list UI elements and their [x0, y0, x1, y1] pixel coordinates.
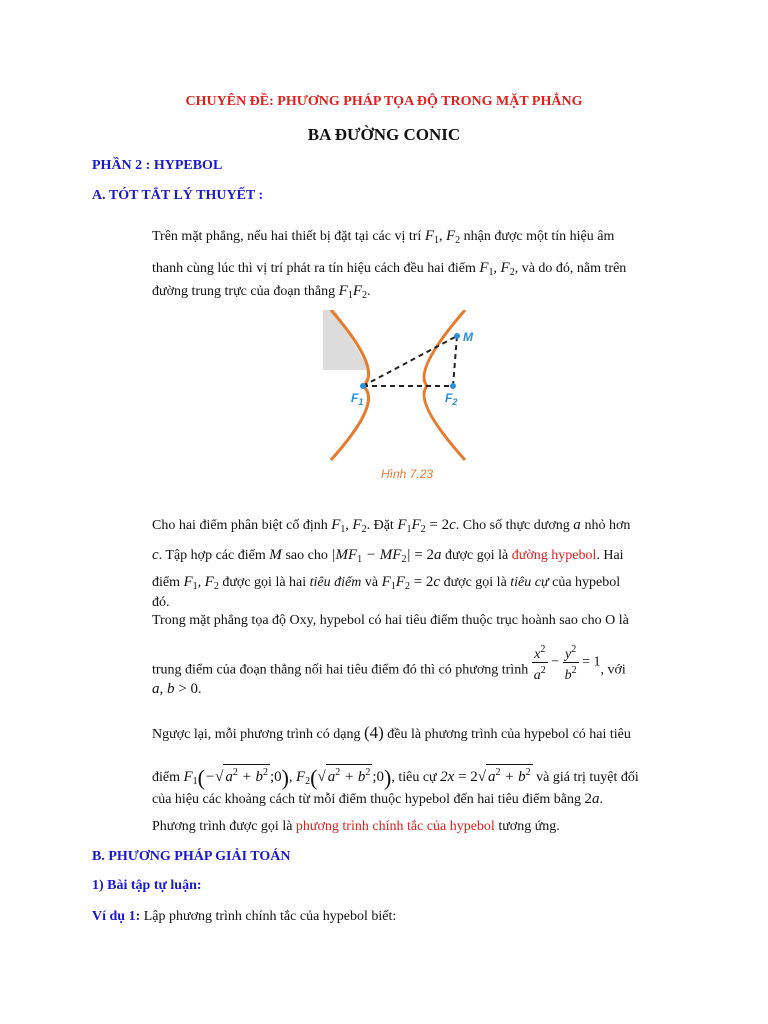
para3-line2: điểm $F_1(-√$ $a^2 + b^2$ ;0), $F_2(√$ $a^2 + b^2$ ;0), tiêu cự 2x = 2√ $a^2 + b^2$ và giá trị tuyệt đối — [152, 765, 639, 790]
math-frac-y: $\frac{y^2}{b^2}$ — [564, 644, 577, 683]
text: . — [367, 284, 371, 299]
label-f2: $F_2$ — [445, 391, 458, 407]
term-pt-chinh-tac: phương trình chính tắc của hypebol — [295, 819, 495, 834]
math-abs-diff: $|MF_1 - MF_2| = 2a$ — [331, 547, 442, 565]
para3-line4 — [152, 818, 560, 836]
math-f1: $F_1$ — [331, 517, 346, 535]
point-f2 — [450, 383, 456, 389]
term-hypebol: đường hypebol — [511, 548, 597, 563]
math-frac-x: $\frac{x^2}{a^2}$ — [533, 644, 546, 683]
section-a-heading: A. TÓT TẮT LÝ THUYẾT : — [92, 188, 264, 203]
text: sao cho — [285, 548, 332, 563]
text: . Hai — [596, 548, 624, 563]
para2-line1: Cho hai điểm phân biệt cố định $F_1$, $F_2$. Đặt $F_1F_2 = 2c$. Cho số thực dương a nhỏ hơn — [152, 517, 631, 535]
text: thanh cùng lúc thì vị trí phát ra tín hiệu cách đều hai điểm — [152, 261, 480, 276]
para1-line2: thanh cùng lúc thì vị trí phát ra tín hiệu cách đều hai điểm $F_1$, $F_2$, và do đó, nằm trên — [152, 260, 627, 278]
point-m — [454, 333, 460, 339]
text: nhận được một tín hiệu âm — [460, 229, 615, 244]
text: đường trung trực của đoạn thẳng — [152, 284, 339, 299]
point-f1 — [360, 383, 366, 389]
text: Trong mặt phẳng tọa độ Oxy, hypebol có hai tiêu điểm thuộc trục hoành sao cho O là — [152, 613, 629, 628]
para2-line5 — [152, 612, 629, 630]
text: . — [599, 792, 604, 807]
math-eq-label: (4) — [363, 723, 384, 742]
text: , với — [600, 662, 626, 678]
text: được gọi là — [441, 548, 512, 563]
math-f1: $F_1$ — [479, 260, 494, 278]
figure-caption: Hình 7.23 — [381, 467, 434, 481]
para2-line2 — [152, 546, 624, 569]
text: tương ứng. — [494, 819, 560, 834]
part-heading: PHẦN 2 : HYPEBOL — [92, 158, 223, 173]
section-b-heading: B. PHƯƠNG PHÁP GIẢI TOÁN — [92, 849, 291, 864]
text: nhỏ hơn — [584, 518, 631, 533]
text: , và do đó, nằm trên — [514, 261, 627, 276]
para1-line1: Trên mặt phẳng, nếu hai thiết bị đặt tại các vị trí $F_1$, $F_2$ nhận được một tín hiệu âm — [152, 228, 615, 246]
example-text: Lập phương trình chính tắc của hypebol biết: — [140, 909, 397, 924]
text: , tiêu cự — [391, 770, 441, 785]
text: Cho hai điểm phân biệt cố định — [152, 518, 332, 533]
text: của hiệu các khoảng cách từ mỗi điểm thuộc hypebol đến hai tiêu điểm bằng — [152, 792, 585, 807]
math-a: a — [573, 517, 585, 533]
text: Trên mặt phẳng, nếu hai thiết bị đặt tại các vị trí — [152, 229, 425, 244]
math-2a: 2a — [584, 791, 600, 807]
math-condition: a, b > 0 — [152, 681, 198, 697]
text: Ngược lại, mỗi phương trình có dạng — [152, 727, 364, 742]
example-label: Ví dụ 1: — [92, 909, 141, 924]
para2-line7: a, b > 0. — [152, 681, 202, 697]
term-tieu-cu: tiêu cự — [510, 575, 549, 590]
text: Phương trình được gọi là — [152, 819, 296, 834]
hyperbola-figure — [323, 310, 473, 485]
text: được gọi là hai — [218, 575, 310, 590]
para3-line1 — [152, 724, 631, 744]
label-m: M — [463, 330, 473, 344]
segment-f1m — [363, 336, 457, 386]
math-f2: $F_2$ — [352, 517, 367, 535]
math-f1f2-eq: $F_1F_2 = 2c$ — [381, 574, 441, 592]
text: điểm — [152, 770, 184, 785]
math-tieu-cu: 2x = 2√ $a^2 + b^2$ — [440, 769, 533, 785]
text: . Đặt — [366, 518, 398, 533]
math-m: M — [269, 547, 286, 563]
math-f1: $F_1$ — [183, 574, 198, 592]
text: đó. — [152, 595, 170, 610]
text: trung điểm của đoạn thẳng nối hai tiêu điểm đó thì có phương trình — [152, 662, 532, 678]
math-f1f2-eq: $F_1F_2 = 2c$ — [397, 517, 456, 535]
para2-line6: trung điểm của đoạn thẳng nối hai tiêu điểm đó thì có phương trình $\frac{x^2}{a^2}$ − $\frac{y^2}{b^2}$ = 1, với — [152, 644, 626, 683]
segment-f2m — [453, 336, 457, 386]
page-title: BA ĐƯỜNG CONIC — [307, 125, 461, 144]
math-f1f2: $F_1F_2$ — [338, 283, 367, 301]
math-focus-f1: $F_1(-√$ $a^2 + b^2$ ;0) — [183, 765, 289, 790]
math-f2: $F_2$ — [445, 228, 461, 246]
subsection-1-heading: 1) Bài tập tự luận: — [92, 878, 202, 893]
text: và — [361, 575, 382, 590]
para2-line3: điểm $F_1$, $F_2$ được gọi là hai tiêu điểm và $F_1F_2 = 2c$ được gọi là tiêu cự của hypebol — [152, 574, 621, 592]
figure-corner-shade — [323, 310, 369, 370]
para2-line4 — [152, 594, 170, 612]
text: của hypebol — [548, 575, 621, 590]
para1-line3 — [152, 282, 371, 305]
text: đều là phương trình của hypebol có hai tiêu — [383, 727, 631, 742]
math-c: c — [152, 547, 159, 563]
math-f2: $F_2$ — [204, 574, 219, 592]
label-f1: $F_1$ — [351, 391, 364, 407]
text: được gọi là — [440, 575, 511, 590]
example-1 — [92, 908, 396, 926]
term-tieu-diem: tiêu điểm — [309, 575, 362, 590]
topic-heading: CHUYÊN ĐỀ: PHƯƠNG PHÁP TỌA ĐỘ TRONG MẶT PHẲNG — [185, 94, 583, 109]
math-focus-f2: $F_2(√$ $a^2 + b^2$ ;0) — [295, 765, 392, 790]
text: và giá trị tuyệt đối — [532, 770, 639, 785]
text: . Cho số thực dương — [455, 518, 574, 533]
text: . Tập hợp các điểm — [158, 548, 270, 563]
math-f2: $F_2$ — [500, 260, 515, 278]
math-f1: $F_1$ — [424, 228, 439, 246]
text: điểm — [152, 575, 184, 590]
para3-line3 — [152, 790, 603, 809]
